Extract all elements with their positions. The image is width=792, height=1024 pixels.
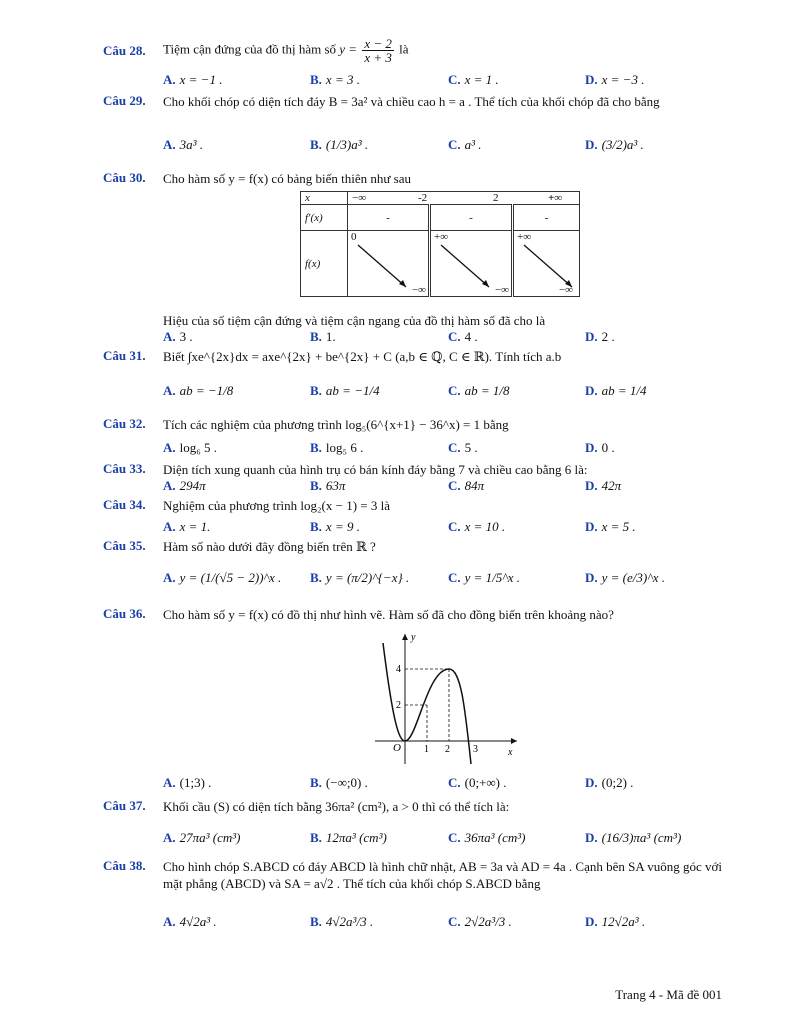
option-d[interactable]: D. x = −3 . xyxy=(585,72,645,87)
question-text: Cho hình chóp S.ABCD có đáy ABCD là hình chữ nhật, AB = 3a và AD = 4a . Cạnh bên SA vuông góc với mặt phẳng (ABCD) và SA = a√2 . Thể tích của khối chóp S.ABCD bằng xyxy=(163,859,723,891)
question-36 xyxy=(103,606,723,624)
option-b[interactable]: B. log₅ 6 . xyxy=(310,440,364,455)
table-f-cell: +∞ −∞ xyxy=(430,231,513,297)
question-label: Câu 38. xyxy=(103,858,146,873)
option-b[interactable]: B. 63π xyxy=(310,478,346,493)
x-tick: 2 xyxy=(445,744,450,755)
question-33 xyxy=(103,461,723,479)
option-b[interactable]: B. (1/3)a³ . xyxy=(310,137,369,152)
option-a[interactable]: A. 294π xyxy=(163,478,206,493)
option-a[interactable]: A. y = (1/(√5 − 2))^x . xyxy=(163,570,282,585)
question-text: Hiệu của số tiệm cận đứng và tiệm cận ngang của đồ thị hàm số đã cho là xyxy=(163,313,546,328)
option-b[interactable]: B. y = (π/2)^{−x} . xyxy=(310,570,410,585)
question-label: Câu 33. xyxy=(103,461,146,476)
question-text: Cho hàm số y = f(x) có đồ thị như hình vẽ. Hàm số đã cho đồng biến trên khoảng nào? xyxy=(163,607,614,622)
question-text: Nghiệm của phương trình log₂(x − 1) = 3 là xyxy=(163,498,390,513)
x-tick: 1 xyxy=(424,744,429,755)
option-a[interactable]: A. ab = −1/8 xyxy=(163,383,234,398)
option-b[interactable]: B. 1. xyxy=(310,329,336,344)
option-a[interactable]: A. 3a³ . xyxy=(163,137,204,152)
option-d[interactable]: D. y = (e/3)^x . xyxy=(585,570,665,585)
x-axis-label: x xyxy=(508,747,513,758)
question-37 xyxy=(103,798,723,816)
question-text: Tích các nghiệm của phương trình log₅(6^{x+1} − 36^x) = 1 bằng xyxy=(163,417,509,432)
option-d[interactable]: D. (0;2) . xyxy=(585,775,634,790)
x-tick: 3 xyxy=(473,744,478,755)
option-c[interactable]: C. a³ . xyxy=(448,137,482,152)
option-b[interactable]: B. x = 3 . xyxy=(310,72,360,87)
option-c[interactable]: C. 36πa³ (cm³) xyxy=(448,830,526,845)
question-38 xyxy=(103,858,723,894)
option-c[interactable]: C. x = 10 . xyxy=(448,519,506,534)
option-d[interactable]: D. 0 . xyxy=(585,440,615,455)
variation-table xyxy=(300,191,580,297)
option-a[interactable]: A. x = −1 . xyxy=(163,72,223,87)
question-text: Tiệm cận đứng của đồ thị hàm số y = $\frac{x - 2}{x + 3}$ là xyxy=(163,36,409,65)
table-sign: - xyxy=(348,205,430,231)
question-text: Hàm số nào dưới đây đồng biến trên ℝ ? xyxy=(163,539,376,554)
question-text: Cho hàm số y = f(x) có bảng biến thiên như sau xyxy=(163,171,411,186)
option-a[interactable]: A. log₆ 5 . xyxy=(163,440,218,455)
function-graph xyxy=(365,628,525,768)
table-f-label: f(x) xyxy=(301,231,348,297)
table-f-cell: +∞ −∞ xyxy=(513,231,580,297)
option-d[interactable]: D. (3/2)a³ . xyxy=(585,137,644,152)
question-text: Biết ∫xe^{2x}dx = axe^{2x} + be^{2x} + C (a,b ∈ ℚ, C ∈ ℝ). Tính tích a.b xyxy=(163,349,562,364)
question-label: Câu 29. xyxy=(103,93,146,108)
question-text: Cho khối chóp có diện tích đáy B = 3a² và chiều cao h = a . Thể tích của khối chóp đã cho bằng xyxy=(163,94,660,109)
option-c[interactable]: C. ab = 1/8 xyxy=(448,383,510,398)
question-29 xyxy=(103,93,723,129)
option-d[interactable]: D. (16/3)πa³ (cm³) xyxy=(585,830,682,845)
option-d[interactable]: D. x = 5 . xyxy=(585,519,636,534)
table-sign: - xyxy=(430,205,513,231)
option-a[interactable]: A. 4√2a³ . xyxy=(163,914,217,929)
question-label: Câu 35. xyxy=(103,538,146,553)
option-c[interactable]: C. 2√2a³/3 . xyxy=(448,914,512,929)
question-label: Câu 31. xyxy=(103,348,146,363)
option-c[interactable]: C. 84π xyxy=(448,478,485,493)
option-a[interactable]: A. 3 . xyxy=(163,329,193,344)
question-34 xyxy=(103,497,723,515)
page-footer: Trang 4 - Mã đề 001 xyxy=(615,987,722,1002)
option-a[interactable]: A. 27πa³ (cm³) xyxy=(163,830,241,845)
question-35 xyxy=(103,538,723,556)
question-30-text2 xyxy=(103,312,723,330)
option-b[interactable]: B. (−∞;0) . xyxy=(310,775,368,790)
y-tick: 4 xyxy=(396,664,401,675)
table-fp-label: f′(x) xyxy=(301,205,348,231)
option-d[interactable]: D. 2 . xyxy=(585,329,615,344)
origin-label: O xyxy=(393,742,401,754)
option-d[interactable]: D. 12√2a³ . xyxy=(585,914,646,929)
option-b[interactable]: B. 12πa³ (cm³) xyxy=(310,830,387,845)
question-label: Câu 32. xyxy=(103,416,146,431)
question-text: Khối cầu (S) có diện tích bằng 36πa² (cm²), a > 0 thì có thể tích là: xyxy=(163,799,510,814)
option-d[interactable]: D. ab = 1/4 xyxy=(585,383,647,398)
table-f-cell: 0 −∞ xyxy=(348,231,430,297)
option-c[interactable]: C. x = 1 . xyxy=(448,72,499,87)
option-b[interactable]: B. ab = −1/4 xyxy=(310,383,380,398)
question-32 xyxy=(103,416,723,434)
question-label: Câu 37. xyxy=(103,798,146,813)
option-c[interactable]: C. 4 . xyxy=(448,329,478,344)
y-tick: 2 xyxy=(396,700,401,711)
option-a[interactable]: A. (1;3) . xyxy=(163,775,212,790)
y-axis-label: y xyxy=(411,632,416,643)
question-30 xyxy=(103,170,723,188)
option-c[interactable]: C. y = 1/5^x . xyxy=(448,570,521,585)
table-x-row: −∞ -2 2 +∞ xyxy=(348,192,580,205)
option-c[interactable]: C. 5 . xyxy=(448,440,478,455)
option-c[interactable]: C. (0;+∞) . xyxy=(448,775,507,790)
table-sign: - xyxy=(513,205,580,231)
question-label: Câu 36. xyxy=(103,606,146,621)
question-label: Câu 28. xyxy=(103,43,146,58)
question-31 xyxy=(103,348,723,366)
option-a[interactable]: A. x = 1. xyxy=(163,519,211,534)
option-d[interactable]: D. 42π xyxy=(585,478,622,493)
option-b[interactable]: B. 4√2a³/3 . xyxy=(310,914,374,929)
question-label: Câu 34. xyxy=(103,497,146,512)
question-label: Câu 30. xyxy=(103,170,146,185)
question-text: Diện tích xung quanh của hình trụ có bán kính đáy bằng 7 và chiều cao bằng 6 là: xyxy=(163,462,588,477)
option-b[interactable]: B. x = 9 . xyxy=(310,519,360,534)
table-x-label: x xyxy=(301,192,348,205)
